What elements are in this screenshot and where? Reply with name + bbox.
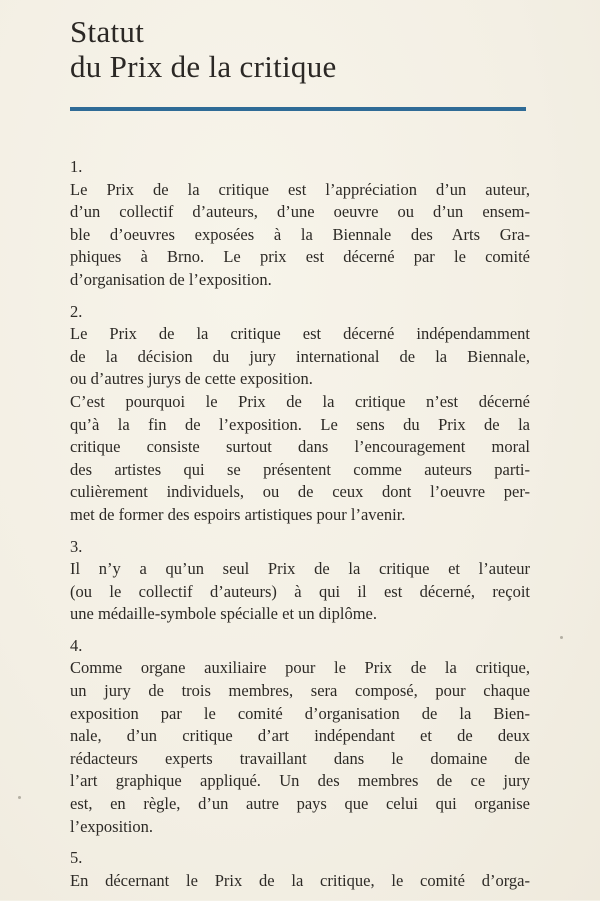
article-text-line: un jury de trois membres, sera composé, pour chaque (70, 681, 530, 701)
article-text-line: Il n’y a qu’un seul Prix de la critique et l’auteur (70, 559, 530, 579)
statute-body (70, 156, 530, 901)
title-line-1: Statut (70, 14, 145, 49)
article-section-4 (70, 635, 530, 838)
article-text-line: une médaille-symbole spécialle et un diplôme. (70, 604, 377, 624)
article-text-line: d’organisation de l’exposition. (70, 269, 272, 289)
article-text-line: l’art graphique appliqué. Un des membres de ce jury (70, 771, 530, 791)
article-number: 4. (70, 635, 83, 655)
article-number: 2. (70, 301, 83, 321)
article-text-line: de la décision du jury international de la Biennale, (70, 346, 530, 366)
article-text-line: l’exposition. (70, 816, 153, 836)
article-section-5 (70, 847, 530, 892)
article-number: 3. (70, 536, 83, 556)
article-text-line: Le Prix de la critique est l’appréciation d’un auteur, (70, 179, 530, 199)
article-text-line: nale, d’un critique d’art indépendant et de deux (70, 726, 530, 746)
article-text-line: des artistes qui se présentent comme auteurs parti- (70, 459, 530, 479)
article-text-line: ble d’oeuvres exposées à la Biennale des Arts Gra- (70, 224, 530, 244)
article-text-line: Comme organe auxiliaire pour le Prix de la critique, (70, 658, 530, 678)
article-text-line: rédacteurs experts travaillant dans le domaine de (70, 748, 530, 768)
article-text-line: phiques à Brno. Le prix est décerné par le comité (70, 247, 530, 267)
article-text-line: critique consiste surtout dans l’encouragement moral (70, 437, 530, 457)
title-line-2: du Prix de la critique (70, 49, 337, 84)
page-title (70, 14, 550, 84)
article-text-line: d’un collectif d’auteurs, d’une oeuvre ou d’un ensem- (70, 202, 530, 222)
paper-speck (18, 796, 21, 799)
article-text-line: (ou le collectif d’auteurs) à qui il est décerné, reçoit (70, 581, 530, 601)
article-text-line: C’est pourquoi le Prix de la critique n’est décerné (70, 391, 530, 411)
article-section-3 (70, 536, 530, 626)
article-text-line: met de former des espoirs artistiques pour l’avenir. (70, 504, 406, 524)
article-text-line: est, en règle, d’un autre pays que celui qui organise (70, 794, 530, 814)
article-text-line: qu’à la fin de l’exposition. Le sens du Prix de la (70, 414, 530, 434)
article-section-2 (70, 301, 530, 527)
article-text-line: culièrement individuels, ou de ceux dont l’oeuvre per- (70, 482, 530, 502)
paper-speck (560, 636, 563, 639)
article-section-1 (70, 156, 530, 292)
article-text-line: exposition par le comité d’organisation de la Bien- (70, 703, 530, 723)
article-number: 5. (70, 848, 83, 868)
article-text-line: En décernant le Prix de la critique, le comité d’orga- (70, 870, 530, 890)
article-number: 1. (70, 157, 83, 176)
title-divider (70, 107, 526, 111)
article-text-line: ou d’autres jurys de cette exposition. (70, 369, 313, 389)
article-text-line: Le Prix de la critique est décerné indépendamment (70, 324, 530, 344)
